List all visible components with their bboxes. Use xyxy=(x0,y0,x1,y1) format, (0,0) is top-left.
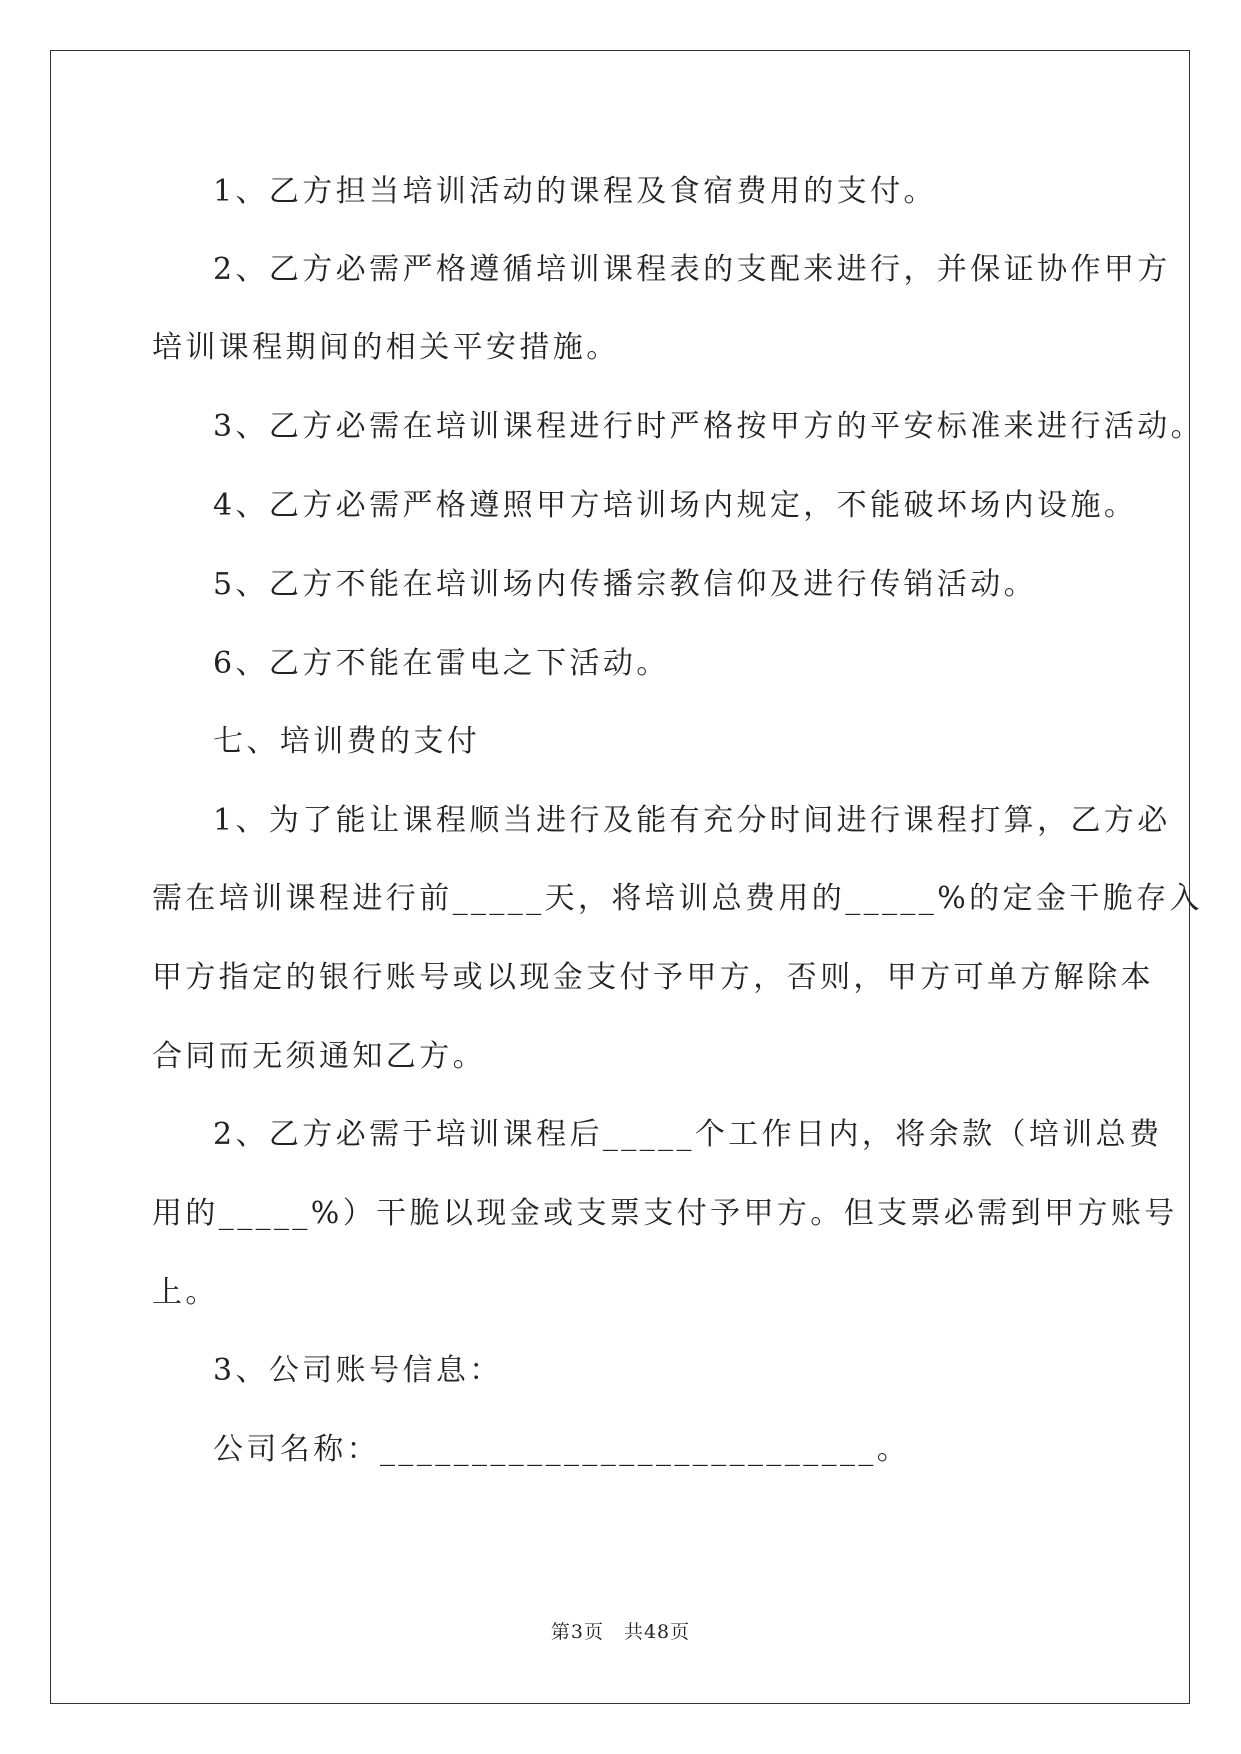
clause-7-item-2-line-3: 上。 xyxy=(152,1275,219,1310)
clause-6-item-2-line-1: 2、乙方必需严格遵循培训课程表的支配来进行，并保证协作甲方 xyxy=(213,252,1171,287)
clause-7-item-2-line-2: 用的_____%）干脆以现金或支票支付予甲方。但支票必需到甲方账号 xyxy=(152,1196,1178,1231)
section-heading-fee-payment: 七、培训费的支付 xyxy=(213,724,481,759)
clause-7-item-1-line-2: 需在培训课程进行前_____天，将培训总费用的_____%的定金干脆存入 xyxy=(152,881,1203,916)
clause-6-item-1: 1、乙方担当培训活动的课程及食宿费用的支付。 xyxy=(213,174,937,209)
clause-7-item-1-line-1: 1、为了能让课程顺当进行及能有充分时间进行课程打算，乙方必 xyxy=(213,803,1171,838)
clause-6-item-5: 5、乙方不能在培训场内传播宗教信仰及进行传销活动。 xyxy=(213,567,1038,602)
clause-7-item-1-line-3: 甲方指定的银行账号或以现金支付予甲方，否则，甲方可单方解除本 xyxy=(152,960,1154,995)
clause-7-item-1-line-4: 合同而无须通知乙方。 xyxy=(152,1039,486,1074)
company-name-field: 公司名称：___________________________。 xyxy=(213,1432,911,1467)
page-indicator: 第3页 共48页 xyxy=(550,1621,691,1643)
clause-6-item-2-line-2: 培训课程期间的相关平安措施。 xyxy=(152,330,620,365)
clause-7-item-2-line-1: 2、乙方必需于培训课程后_____个工作日内，将余款（培训总费 xyxy=(213,1117,1163,1152)
clause-6-item-4: 4、乙方必需严格遵照甲方培训场内规定，不能破坏场内设施。 xyxy=(213,488,1138,523)
clause-6-item-6: 6、乙方不能在雷电之下活动。 xyxy=(213,646,670,681)
clause-7-item-3: 3、公司账号信息： xyxy=(213,1353,503,1388)
clause-6-item-3: 3、乙方必需在培训课程进行时严格按甲方的平安标准来进行活动。 xyxy=(213,409,1205,444)
